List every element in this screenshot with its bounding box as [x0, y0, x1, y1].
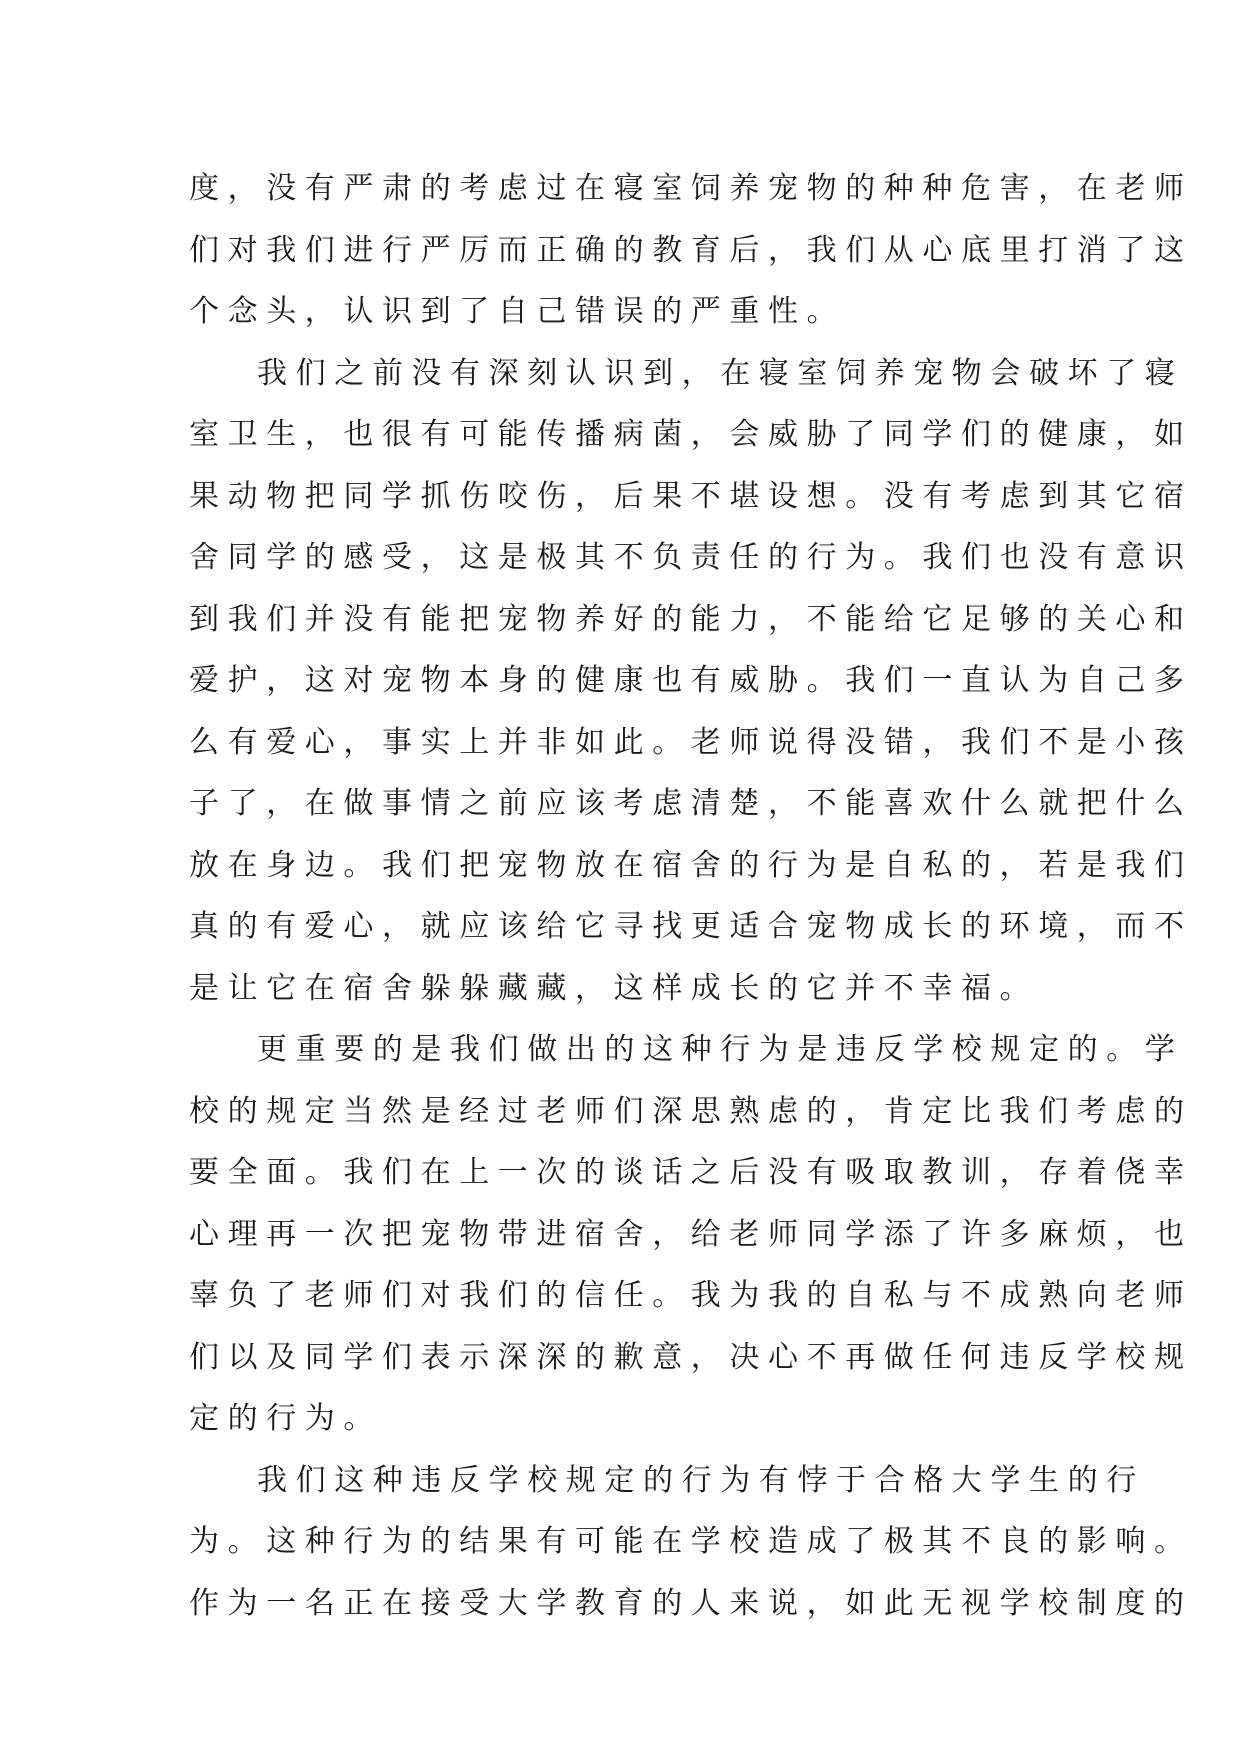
paragraph-first-line: 我们这种违反学校规定的行为有悖于合格大学生的行 — [257, 1462, 1145, 1498]
text-line: 舍同学的感受，这是极其不负责任的行为。我们也没有意识 — [189, 540, 1193, 575]
text-line: 作为一名正在接受大学教育的人来说，如此无视学校制度的 — [189, 1585, 1193, 1621]
text-line: 为。这种行为的结果有可能在学校造成了极其不良的影响。 — [189, 1524, 1193, 1559]
text-line: 放在身边。我们把宠物放在宿舍的行为是自私的，若是我们 — [189, 847, 1193, 883]
text-line: 爱护，这对宠物本身的健康也有威胁。我们一直认为自己多 — [189, 663, 1193, 698]
text-line: 么有爱心，事实上并非如此。老师说得没错，我们不是小孩 — [189, 724, 1193, 760]
text-line: 到我们并没有能把宠物养好的能力，不能给它足够的关心和 — [189, 601, 1193, 637]
text-line: 度，没有严肃的考虑过在寝室饲养宠物的种种危害，在老师 — [189, 171, 1193, 206]
paragraph-first-line: 我们之前没有深刻认识到，在寝室饲养宠物会破坏了寝 — [257, 355, 1184, 391]
text-line: 是让它在宿舍躲躲藏藏，这样成长的它并不幸福。 — [189, 970, 1039, 1006]
text-line: 定的行为。 — [189, 1401, 382, 1436]
text-line: 果动物把同学抓伤咬伤，后果不堪设想。没有考虑到其它宿 — [189, 478, 1193, 514]
text-line: 子了，在做事情之前应该考虑清楚，不能喜欢什么就把什么 — [189, 786, 1193, 821]
text-line: 心理再一次把宠物带进宿舍，给老师同学添了许多麻烦，也 — [189, 1216, 1193, 1252]
text-line: 们以及同学们表示深深的歉意，决心不再做任何违反学校规 — [189, 1339, 1193, 1375]
paragraph-first-line: 更重要的是我们做出的这种行为是违反学校规定的。学 — [257, 1032, 1184, 1067]
text-line: 要全面。我们在上一次的谈话之后没有吸取教训，存着侥幸 — [189, 1155, 1193, 1190]
text-line: 辜负了老师们对我们的信任。我为我的自私与不成熟向老师 — [189, 1278, 1193, 1313]
text-line: 室卫生，也很有可能传播病菌，会威胁了同学们的健康，如 — [189, 417, 1193, 452]
text-line: 校的规定当然是经过老师们深思熟虑的，肯定比我们考虑的 — [189, 1093, 1193, 1129]
text-line: 们对我们进行严厉而正确的教育后，我们从心底里打消了这 — [189, 232, 1193, 268]
text-line: 真的有爱心，就应该给它寻找更适合宠物成长的环境，而不 — [189, 909, 1193, 944]
text-line: 个念头，认识到了自己错误的严重性。 — [189, 294, 846, 329]
body-text — [189, 158, 1193, 1634]
